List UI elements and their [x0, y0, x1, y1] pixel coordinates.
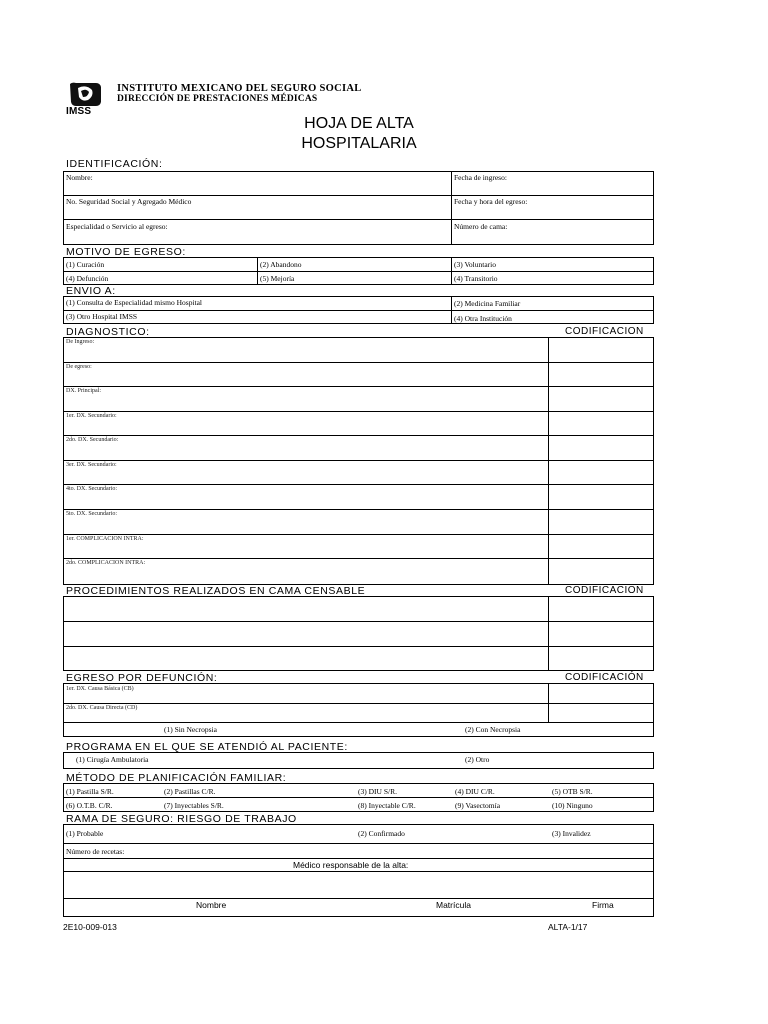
medico-firma-label: Firma: [592, 900, 614, 910]
planificacion-option[interactable]: (2) Pastillas C/R.: [164, 787, 216, 796]
diagnostico-heading: DIAGNOSTICO:: [66, 326, 150, 338]
nombre-field[interactable]: Nombre:: [66, 173, 93, 182]
rama-option[interactable]: (2) Confirmado: [358, 829, 405, 838]
planificacion-option[interactable]: (4) DIU C/R.: [455, 787, 495, 796]
envio-option[interactable]: (2) Medicina Familiar: [454, 299, 521, 308]
diagnostico-row-label[interactable]: 1er. DX. Secundario:: [66, 413, 117, 419]
diagnostico-row-label[interactable]: DX. Principal:: [66, 388, 101, 394]
medico-matricula-label: Matrícula: [436, 900, 471, 910]
diagnostico-row-label[interactable]: 2do. DX. Secundario:: [66, 437, 119, 443]
motivo-option[interactable]: (1) Curación: [66, 260, 105, 269]
envio-option[interactable]: (1) Consulta de Especialidad mismo Hospital: [66, 298, 203, 307]
nss-field[interactable]: No. Seguridad Social y Agregado Médico: [66, 197, 192, 206]
institute-name: INSTITUTO MEXICANO DEL SEGURO SOCIAL: [117, 83, 362, 94]
con-necropsia-option[interactable]: (2) Con Necropsia: [465, 725, 521, 734]
defuncion-causa-directa[interactable]: 2do. DX. Causa Directa (CD): [66, 705, 138, 711]
logo-text: IMSS: [66, 106, 92, 117]
medico-heading: Médico responsable de la alta:: [293, 860, 409, 870]
motivo-option[interactable]: (4) Transitorio: [454, 274, 498, 283]
diagnostico-row-label[interactable]: De Ingreso:: [66, 339, 95, 345]
diagnostico-codificacion-header: CODIFICACION: [565, 326, 644, 337]
motivo-option[interactable]: (2) Abandono: [260, 260, 302, 269]
planificacion-option[interactable]: (9) Vasectomía: [455, 801, 501, 810]
diagnostico-row-label[interactable]: De egreso:: [66, 364, 92, 370]
defuncion-codificacion-header: CODIFICACIÓN: [565, 672, 644, 683]
numero-cama-field[interactable]: Número de cama:: [454, 222, 508, 231]
planificacion-option[interactable]: (8) Inyectable C/R.: [358, 801, 416, 810]
direction-name: DIRECCIÓN DE PRESTACIONES MÉDICAS: [117, 94, 318, 104]
form-code-right: ALTA-1/17: [548, 922, 588, 932]
defuncion-causa-basica[interactable]: 1er. DX. Causa Básica (CB): [66, 686, 134, 692]
envio-option[interactable]: (4) Otra Institución: [454, 314, 512, 323]
medico-nombre-label: Nombre: [196, 900, 227, 910]
procedimientos-codificacion-header: CODIFICACION: [565, 585, 644, 596]
diagnostico-row-label[interactable]: 4to. DX. Secundario:: [66, 486, 117, 492]
diagnostico-row-label[interactable]: 5to. DX. Secundario:: [66, 511, 117, 517]
procedimientos-heading: PROCEDIMIENTOS REALIZADOS EN CAMA CENSABLE: [66, 585, 366, 597]
fecha-hora-egreso-field[interactable]: Fecha y hora del egreso:: [454, 197, 528, 206]
rama-option[interactable]: (1) Probable: [66, 829, 104, 838]
planificacion-heading: MÉTODO DE PLANIFICACIÓN FAMILIAR:: [66, 772, 287, 784]
identificacion-heading: IDENTIFICACIÓN:: [66, 158, 163, 170]
form-title-line2: HOSPITALARIA: [301, 135, 417, 152]
numero-recetas-field[interactable]: Número de recetas:: [66, 847, 125, 856]
diagnostico-row-label[interactable]: 1er. COMPLICACION INTRA:: [66, 536, 144, 542]
motivo-heading: MOTIVO DE EGRESO:: [66, 246, 186, 258]
programa-option[interactable]: (2) Otro: [465, 755, 490, 764]
planificacion-option[interactable]: (10) Ninguno: [552, 801, 593, 810]
planificacion-option[interactable]: (7) Inyectables S/R.: [164, 801, 224, 810]
fecha-ingreso-field[interactable]: Fecha de ingreso:: [454, 173, 507, 182]
planificacion-option[interactable]: (5) OTB S/R.: [552, 787, 593, 796]
motivo-option[interactable]: (3) Voluntario: [454, 260, 497, 269]
envio-heading: ENVIO A:: [66, 285, 116, 297]
defuncion-heading: EGRESO POR DEFUNCIÓN:: [66, 672, 218, 684]
programa-heading: PROGRAMA EN EL QUE SE ATENDIÓ AL PACIENTE:: [66, 741, 348, 753]
especialidad-field[interactable]: Especialidad o Servicio al egreso:: [66, 222, 168, 231]
motivo-option[interactable]: (4) Defunción: [66, 274, 109, 283]
planificacion-option[interactable]: (3) DIU S/R.: [358, 787, 397, 796]
form-title-line1: HOJA DE ALTA: [304, 115, 414, 132]
rama-heading: RAMA DE SEGURO: RIESGO DE TRABAJO: [66, 813, 297, 825]
diagnostico-row-label[interactable]: 2do. COMPLICACION INTRA:: [66, 560, 146, 566]
sin-necropsia-option[interactable]: (1) Sin Necropsia: [164, 725, 217, 734]
motivo-option[interactable]: (5) Mejoría: [260, 274, 295, 283]
planificacion-option[interactable]: (6) O.T.B. C/R.: [66, 801, 113, 810]
form-code-left: 2E10-009-013: [63, 922, 117, 932]
diagnostico-row-label[interactable]: 3er. DX. Secundario:: [66, 462, 117, 468]
envio-option[interactable]: (3) Otro Hospital IMSS: [66, 312, 138, 321]
rama-option[interactable]: (3) Invalidez: [552, 829, 591, 838]
programa-option[interactable]: (1) Cirugía Ambulatoria: [76, 755, 149, 764]
planificacion-option[interactable]: (1) Pastilla S/R.: [66, 787, 114, 796]
